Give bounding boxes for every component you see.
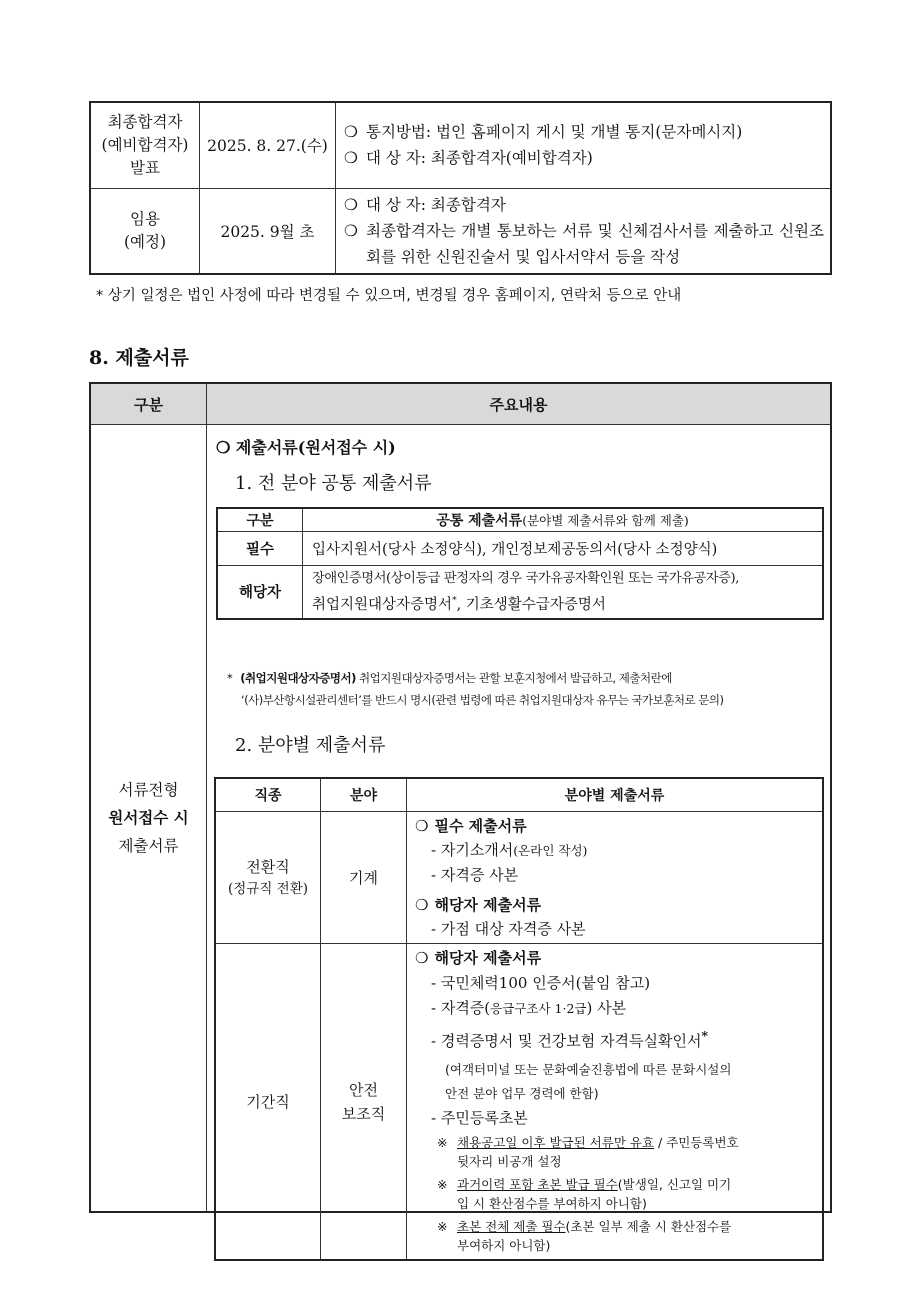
table-row xyxy=(90,188,831,274)
sub-title-text: 제출서류(원서접수 시) xyxy=(235,438,396,457)
detail-text: 통지방법: 법인 홈페이지 게시 및 개별 통지(문자메시지) xyxy=(366,123,743,142)
footnote-mark: * xyxy=(701,1028,709,1043)
stage-line: 발표 xyxy=(130,158,160,177)
reference-mark: ※ xyxy=(437,1219,448,1234)
note-line: 안전 분야 업무 경력에 한함) xyxy=(445,1086,599,1101)
docs-item: - 가점 대상 자격증 사본 xyxy=(431,920,586,938)
header-text: 공통 제출서류 xyxy=(436,513,523,529)
docs-item: - 국민체력100 인증서(붙임 참고) xyxy=(431,974,651,992)
note-line: (여객터미널 또는 문화예술진흥법에 따른 문화시설의 xyxy=(445,1062,732,1077)
category-line: 제출서류 xyxy=(118,837,179,855)
content-text: 취업지원대상자증명서 xyxy=(312,596,453,613)
group-title-text: 해당자 제출서류 xyxy=(434,949,542,967)
details-cell xyxy=(336,188,832,274)
header-category: 구분 xyxy=(90,383,207,425)
stage-line: 임용 xyxy=(130,209,160,228)
reference-mark: ※ xyxy=(437,1177,448,1192)
stage-cell xyxy=(90,188,200,274)
header-field: 분야 xyxy=(321,778,407,812)
sub-title xyxy=(216,435,396,458)
table-header-row xyxy=(90,383,831,425)
table-row xyxy=(215,944,823,1261)
bullet-item xyxy=(344,145,824,171)
notice-rest: 입 시 환산점수를 부여하지 아니함) xyxy=(457,1196,647,1211)
job-cell: 기간직 xyxy=(215,944,321,1261)
detail-text: 대 상 자: 최종합격자 xyxy=(366,195,506,214)
table-row xyxy=(90,102,831,188)
common-docs-title: 1. 전 분야 공통 제출서류 xyxy=(235,473,432,494)
reference-mark: ※ xyxy=(437,1135,448,1150)
bullet-item xyxy=(344,119,824,145)
group-title-text: 필수 제출서류 xyxy=(434,817,527,835)
field-line: 보조직 xyxy=(341,1104,386,1123)
row-label: 해당자 xyxy=(217,566,303,619)
content-text: , 기초생활수급자증명서 xyxy=(456,596,606,613)
notice-text xyxy=(457,1217,731,1255)
header-contents: 주요내용 xyxy=(207,383,832,425)
table-row xyxy=(217,566,823,619)
contents-cell xyxy=(207,425,832,1253)
field-cell: 기계 xyxy=(321,812,407,944)
header-job: 직종 xyxy=(215,778,321,812)
circle-bullet-icon: ❍ xyxy=(344,123,358,142)
docs-item xyxy=(415,996,816,1021)
common-docs-note xyxy=(227,667,827,711)
stage-line: (예비합격자) xyxy=(101,135,189,154)
circle-bullet-icon: ❍ xyxy=(344,221,358,240)
item-note: 응급구조사 1·2급 xyxy=(490,1001,587,1016)
notice-emphasis: 채용공고일 이후 발급된 서류만 유효 xyxy=(457,1135,655,1150)
docs-item: - 자격증 사본 xyxy=(431,866,519,884)
resident-notes xyxy=(415,1133,816,1255)
item-text: - 경력증명서 및 건강보험 자격득실확인서 xyxy=(431,1032,702,1050)
header-category: 구분 xyxy=(217,508,303,532)
stage-line: 최종합격자 xyxy=(107,112,183,131)
header-note: (분야별 제출서류와 함께 제출) xyxy=(522,513,689,528)
detail-text: 대 상 자: 최종합격자(예비합격자) xyxy=(366,149,593,168)
notice-item xyxy=(437,1175,816,1213)
date-cell: 2025. 8. 27.(수) xyxy=(200,102,336,188)
group-title-text: 해당자 제출서류 xyxy=(434,896,542,914)
note-mark: * xyxy=(227,671,233,685)
job-line: (정규직 전환) xyxy=(227,880,309,897)
notice-rest: 부여하지 아니함) xyxy=(457,1238,551,1253)
notice-rest: 뒷자리 비공개 설정 xyxy=(457,1154,562,1169)
note-text: 취업지원대상자증명서는 관할 보훈지청에서 발급하고, 제출처란에 xyxy=(359,671,672,685)
common-docs-table xyxy=(216,507,824,620)
circle-bullet-icon: ❍ xyxy=(344,195,358,214)
details-cell xyxy=(336,102,832,188)
category-cell xyxy=(90,425,207,1213)
circle-bullet-icon: ❍ xyxy=(344,149,358,168)
field-line: 안전 xyxy=(349,1080,378,1099)
notice-item xyxy=(437,1217,816,1255)
detail-text: 최종합격자는 개별 통보하는 서류 및 신체검사서를 제출하고 신원조회를 위한 신원진술서 및 입사서약서 등을 작성 xyxy=(366,221,824,266)
notice-emphasis: 과거이력 포함 초본 발급 필수 xyxy=(457,1177,618,1192)
notice-rest: (발생일, 신고일 미기 xyxy=(617,1177,732,1192)
content-line xyxy=(312,590,818,616)
docs-group-title xyxy=(415,946,816,971)
schedule-table xyxy=(89,101,832,275)
circle-bullet-icon: ❍ xyxy=(415,949,429,967)
bullet-item xyxy=(344,218,824,270)
item-text: - 자격증( xyxy=(431,999,491,1017)
notice-rest: / 주민등록번호 xyxy=(654,1135,739,1150)
header-field-docs: 분야별 제출서류 xyxy=(407,778,824,812)
note-line xyxy=(227,667,827,689)
notice-text xyxy=(457,1133,739,1171)
job-cell xyxy=(215,812,321,944)
content-line: 장애인증명서(상이등급 판정자의 경우 국가유공자확인원 또는 국가유공자증), xyxy=(312,571,740,586)
bullet-item xyxy=(344,192,824,218)
job-line: 전환직 xyxy=(246,857,290,876)
field-cell xyxy=(321,944,407,1261)
docs-item xyxy=(415,1023,816,1054)
field-docs-title: 2. 분야별 제출서류 xyxy=(235,735,386,756)
table-row xyxy=(215,812,823,944)
documents-table xyxy=(89,382,832,1253)
header-common-docs xyxy=(303,508,824,532)
docs-item xyxy=(415,838,816,863)
item-note: (온라인 작성) xyxy=(513,843,588,858)
stage-cell xyxy=(90,102,200,188)
circle-bullet-icon: ❍ xyxy=(415,817,429,835)
stage-line: (예정) xyxy=(123,232,167,251)
row-content xyxy=(303,566,824,619)
circle-bullet-icon: ❍ xyxy=(415,896,429,914)
docs-cell xyxy=(407,812,824,944)
schedule-note: * 상기 일정은 법인 사정에 따라 변경될 수 있으며, 변경될 경우 홈페이지, 연락처 등으로 안내 xyxy=(96,288,682,304)
docs-group-title xyxy=(415,893,816,917)
docs-cell xyxy=(407,944,824,1261)
row-content: 입사지원서(당사 소정양식), 개인정보제공동의서(당사 소정양식) xyxy=(303,532,824,566)
table-row xyxy=(217,532,823,566)
section-title: 8. 제출서류 xyxy=(89,347,189,369)
table-header-row xyxy=(215,778,823,812)
row-label: 필수 xyxy=(217,532,303,566)
date-cell: 2025. 9월 초 xyxy=(200,188,336,274)
item-text: ) 사본 xyxy=(586,999,627,1017)
category-line: 서류전형 xyxy=(118,781,179,799)
note-bold: (취업지원대상자증명서) xyxy=(240,671,356,685)
footnote-mark: * xyxy=(452,596,457,606)
item-text: - 자기소개서 xyxy=(431,841,514,859)
notice-emphasis: 초본 전체 제출 필수 xyxy=(457,1219,566,1234)
notice-text xyxy=(457,1175,731,1213)
table-header-row xyxy=(217,508,823,532)
table-row xyxy=(90,425,831,1213)
notice-item xyxy=(437,1133,816,1171)
field-docs-table xyxy=(214,777,824,1261)
circle-bullet-icon: ❍ xyxy=(216,438,231,457)
category-line: 원서접수 시 xyxy=(108,808,189,827)
note-line: ‘(사)부산항시설관리센터’를 반드시 명시(관련 법령에 따른 취업지원대상자 유무는 국가보훈처로 문의) xyxy=(241,693,724,707)
docs-item: - 주민등록초본 xyxy=(431,1109,528,1127)
docs-group-title xyxy=(415,814,816,838)
notice-rest: (초본 일부 제출 시 환산점수를 xyxy=(565,1219,732,1234)
docs-item-note xyxy=(415,1058,816,1106)
